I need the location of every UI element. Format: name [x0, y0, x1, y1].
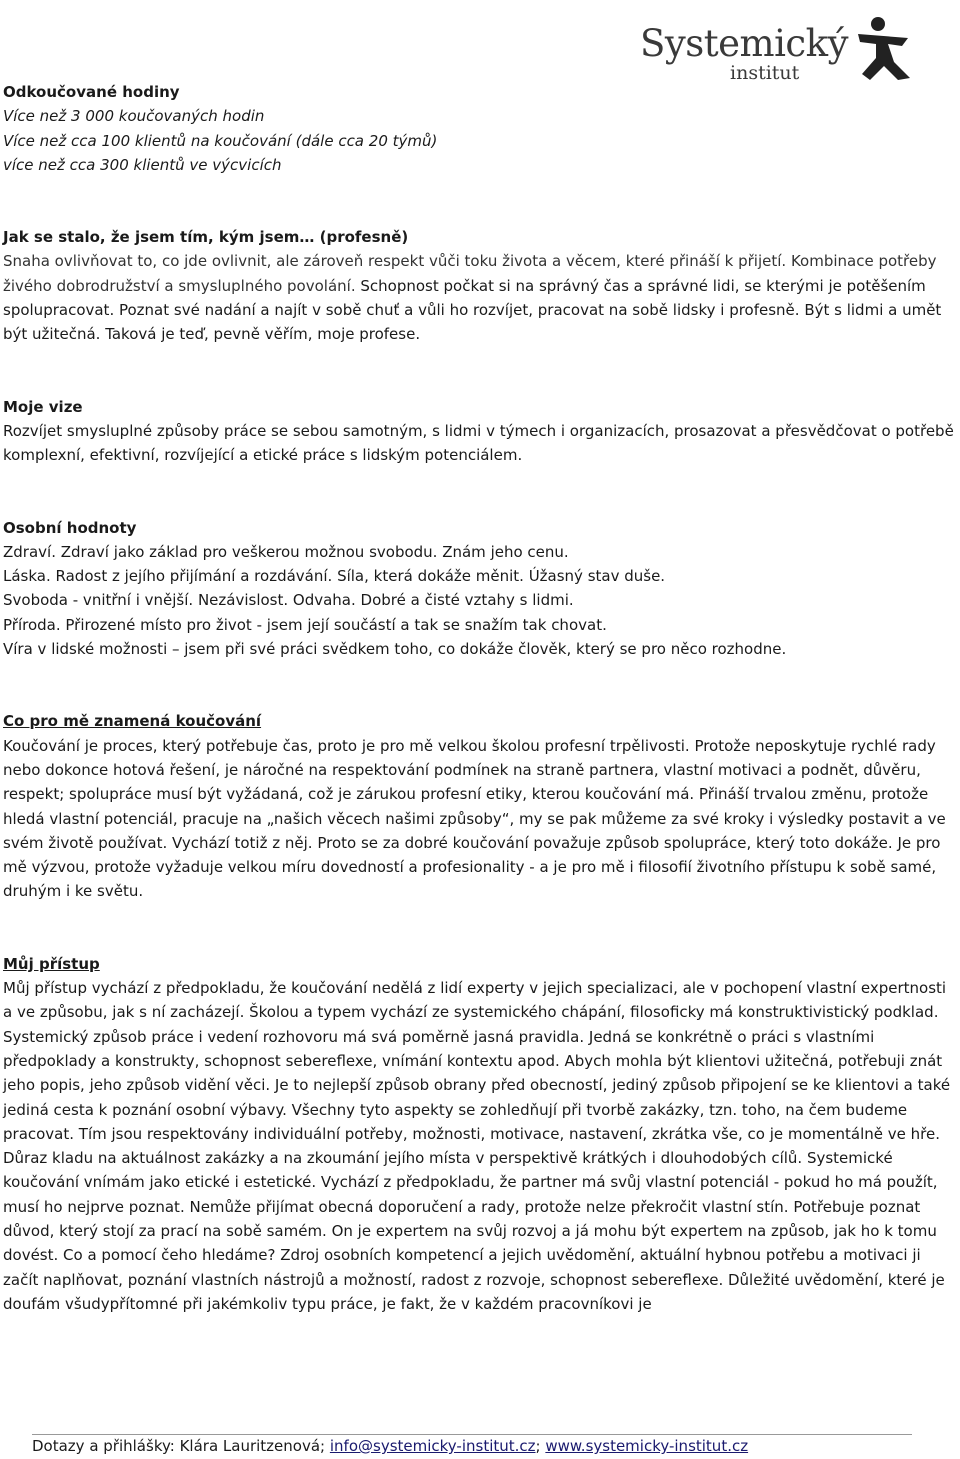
approach-section [3, 952, 958, 1316]
hours-section [3, 80, 958, 177]
values-line: Láska. Radost z jejího přijímání a rozdávání. Síla, která dokáže měnit. Úžasný stav duše. [3, 567, 666, 586]
logo-title: Systemický [640, 22, 848, 65]
values-title: Osobní hodnoty [3, 518, 137, 537]
values-line: Svoboda - vnitřní i vnější. Nezávislost. Odvaha. Dobré a čisté vztahy s lidmi. [3, 591, 574, 610]
footer-label: Dotazy a přihlášky: Klára Lauritzenová; [32, 1437, 326, 1455]
coaching-title: Co pro mě znamená koučování [3, 712, 262, 731]
profession-title: Jak se stalo, že jsem tím, kým jsem… (profesně) [3, 228, 409, 247]
hours-line: Více než 3 000 koučovaných hodin [3, 107, 265, 126]
profession-section [3, 225, 958, 346]
hours-line: Více než cca 100 klientů na koučování (dále cca 20 týmů) [3, 131, 438, 150]
values-section [3, 516, 958, 662]
logo [636, 18, 936, 82]
approach-text: Můj přístup vychází z předpokladu, že koučování nedělá z lidí experty v jejich specializaci, ale v pochopení vlastní expertnosti a ve způsobu, jak s ní zacházejí. Školou a typem vychází ze systemického chápání, filosoficky má konstruktivistický podklad. Systemický způsob práce i vedení rozhovoru má svá poměrně jasná pravidla. Jedná se konkrétně o práci s vlastními předpoklady a konstrukty, schopnost sebereflexe, vnímání kontextu apod. Abych mohla být klientovi užitečná, potřebuji znát jeho popis, jeho způsob vidění věci. Je to nejlepší způsob obrany před obecností, jediný způsob připojení se ke klientovi a také jediná cesta k poznání osobní výbavy. Všechny tyto aspekty se zohledňují při tvorbě zakázky, tzn. toho, na čem budeme pracovat. Tím jsou respektovány individuální potřeby, možnosti, motivace, nastavení, zkrátka vše, co je momentálně ve hře. Důraz kladu na aktuálnost zakázky a na zkoumání jejího místa v perspektivě krátkých i dlouhodobých cílů. Systemické koučování vnímám jako etické i estetické. Vychází z předpokladu, že partner má svůj vlastní potenciál - pokud ho má použít, musí ho nejprve poznat. Nemůže přijímat obecná doporučení a rady, protože nelze překročit vlastní stín. Potřebuje poznat důvod, který stojí za prací na sobě samém. On je expertem na svůj rozvoj a já mohu být expertem na způsob, jak ho k tomu dovést. Co a pomocí čeho hledáme? Zdroj osobních kompetencí a jejich uvědomění, aktuální hybnou potřebu a motivaci ji začít naplňovat, poznání vlastních nástrojů a možností, radost z rozvoje, schopnost sebereflexe. Důležité uvědomění, které je doufám všudypřítomné při jakémkoliv typu práce, je fakt, že v každém pracovníkovi je [3, 979, 951, 1313]
footer-email-link[interactable]: info@systemicky-institut.cz [329, 1437, 536, 1455]
hours-title: Odkoučované hodiny [3, 83, 180, 101]
values-line: Příroda. Přirozené místo pro život - jsem její součástí a tak se snažím tak chovat. [3, 615, 607, 634]
document-body [3, 80, 958, 1316]
profession-text [3, 249, 958, 346]
coaching-section [3, 709, 958, 903]
vision-section [3, 395, 958, 468]
footer-web-link[interactable]: www.systemicky-institut.cz [545, 1437, 749, 1455]
hours-line: více než cca 300 klientů ve výcvicích [3, 155, 282, 174]
approach-title: Můj přístup [3, 954, 100, 973]
profession-text-1: Snaha ovlivňovat to, co jde ovlivnit, ale zároveň respekt vůči toku života a věcem, které přináší k přijetí. Kombinace potřeby živého dobrodružství a smysluplného povolání. [3, 252, 937, 295]
values-line: Zdraví. Zdraví jako základ pro veškerou možnou svobodu. Znám jeho cenu. [3, 542, 569, 561]
footer-separator: ; [535, 1437, 541, 1455]
coaching-text: Koučování je proces, který potřebuje čas, proto je pro mě velkou školou profesní trpělivosti. Protože neposkytuje rychlé rady nebo dokonce hotová řešení, je náročné na respektování podmínek na straně partnera, vlastní motivaci a podnět, důvěru, respekt; spolupráce musí být vyžádaná, což je zárukou profesní etiky, kterou koučování má. Přináší trvalou změnu, protože hledá vlastní potenciál, pracuje na „našich věcech našimi způsoby“, my se pak můžeme za své kroky i výsledky postavit a ve svém životě používat. Vychází totiž z něj. Proto se za dobré koučování považuje způsob spolupráce, který toto dokáže. Je pro mě výzvou, protože vyžaduje velkou míru dovedností a profesionality - a je pro mě i filosofií životního přístupu k sobě samé, druhým i ke světu. [3, 736, 946, 901]
values-line: Víra v lidské možnosti – jsem při své práci svědkem toho, co dokáže člověk, který se pro něco rozhodne. [3, 640, 787, 659]
logo-subtitle: institut [730, 62, 800, 84]
profession-text-2: Schopnost počkat si na správný čas a správné lidi, se kterými je potěšením spolupracovat. Poznat své nadání a najít v sobě chuť a vůli ho rozvíjet, pracovat na sobě lidsky i profesně. Být s lidmi a umět být užitečná. Taková je teď, pevně věřím, moje profese. [3, 276, 942, 344]
vision-text: Rozvíjet smysluplné způsoby práce se sebou samotným, s lidmi v týmech i organizacích, prosazovat a přesvědčovat o potřebě komplexní, efektivní, rozvíjející a etické práce s lidským potenciálem. [3, 421, 954, 465]
person-figure-icon [850, 12, 930, 82]
vision-title: Moje vize [3, 397, 83, 416]
footer [32, 1434, 912, 1457]
